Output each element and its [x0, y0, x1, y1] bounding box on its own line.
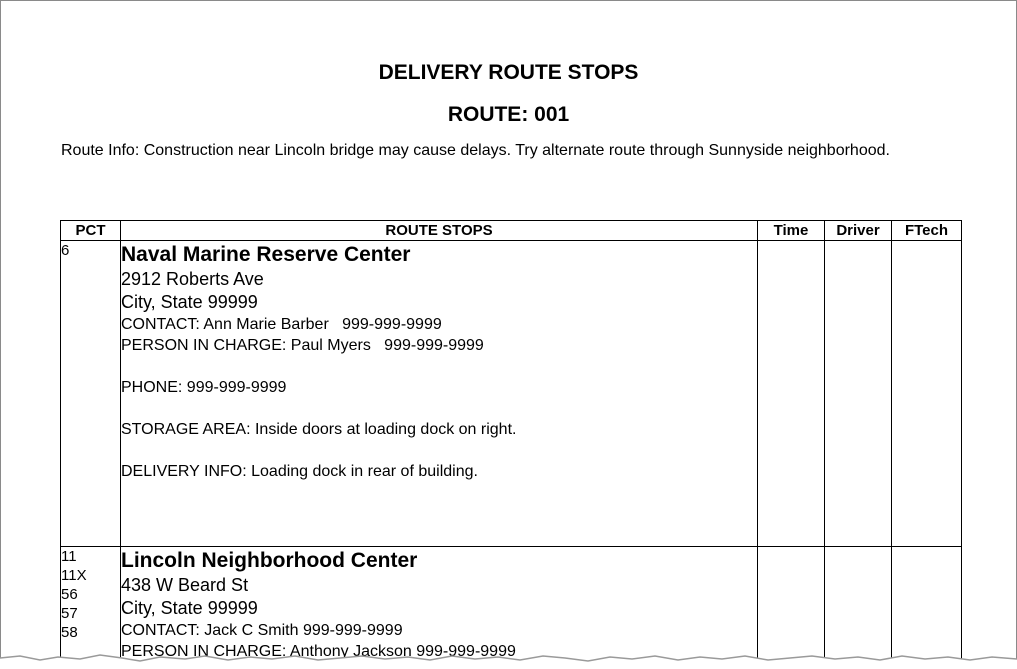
- stop-person-in-charge: PERSON IN CHARGE: Paul Myers 999-999-9999: [121, 337, 484, 354]
- table-header-row: [61, 221, 962, 241]
- stop-delivery-info: DELIVERY INFO: Loading dock in rear of building.: [121, 463, 478, 480]
- pct-cell: [61, 241, 121, 547]
- document-title: DELIVERY ROUTE STOPS: [378, 61, 639, 84]
- table-row: [61, 241, 962, 547]
- pct-value: 56: [61, 586, 78, 603]
- header-ftech: FTech: [892, 221, 962, 241]
- stop-street: 2912 Roberts Ave: [121, 269, 264, 289]
- header-route-stops: ROUTE STOPS: [121, 221, 758, 241]
- route-info: Route Info: Construction near Lincoln bridge may cause delays. Try alternate route through Sunnyside neighborhood.: [61, 142, 890, 159]
- time-cell: [758, 241, 825, 547]
- header-pct: PCT: [61, 221, 121, 241]
- stop-name: Lincoln Neighborhood Center: [121, 549, 418, 572]
- header-time: Time: [758, 221, 825, 241]
- ftech-cell: [892, 241, 962, 547]
- stop-contact: CONTACT: Jack C Smith 999-999-9999: [121, 622, 403, 639]
- pct-value: 57: [61, 605, 78, 622]
- stop-name: Naval Marine Reserve Center: [121, 243, 411, 266]
- pct-value: 11X: [61, 567, 87, 584]
- route-stop-cell: [121, 241, 758, 547]
- stop-city: City, State 99999: [121, 598, 258, 618]
- stop-street: 438 W Beard St: [121, 575, 249, 595]
- torn-edge: [0, 648, 1017, 669]
- header-driver: Driver: [825, 221, 892, 241]
- pct-value: 11: [61, 548, 77, 565]
- stop-person-in-charge: PERSON IN CHARGE: Anthony Jackson 999-999-9999: [121, 643, 516, 660]
- stop-phone: PHONE: 999-999-9999: [121, 379, 287, 396]
- route-number: ROUTE: 001: [447, 103, 570, 126]
- route-stops-table: [60, 220, 962, 669]
- stop-storage-area: STORAGE AREA: Inside doors at loading dock on right.: [121, 421, 517, 438]
- driver-cell: [825, 241, 892, 547]
- stop-contact: CONTACT: Ann Marie Barber 999-999-9999: [121, 316, 442, 333]
- pct-value: 58: [61, 624, 78, 641]
- stop-city: City, State 99999: [121, 292, 258, 312]
- pct-value: 6: [61, 242, 70, 259]
